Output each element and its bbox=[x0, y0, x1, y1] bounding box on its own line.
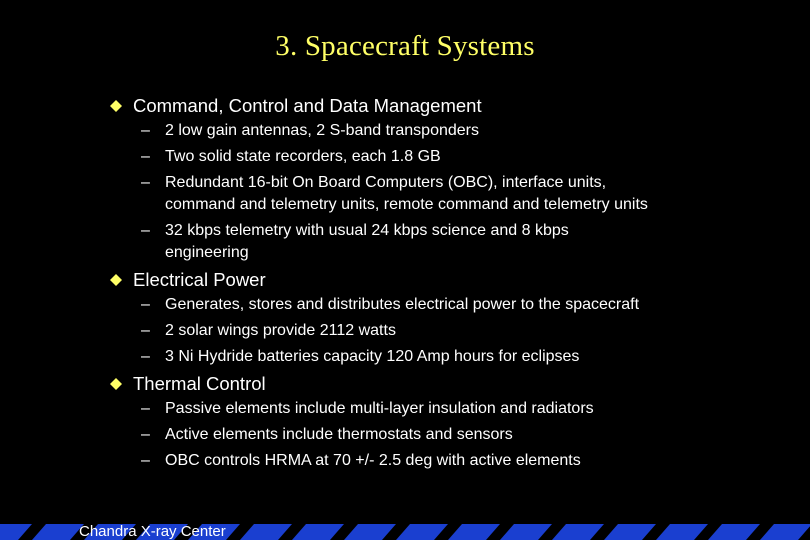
dash-bullet: – bbox=[141, 122, 150, 139]
sub-bullet-text: Generates, stores and distributes electrical power to the spacecraft bbox=[165, 296, 640, 313]
sub-bullet bbox=[108, 450, 798, 472]
dash-bullet: – bbox=[141, 296, 150, 313]
sub-bullet bbox=[108, 220, 798, 264]
sub-bullet bbox=[108, 146, 798, 168]
sub-bullet-text: 32 kbps telemetry with usual 24 kbps science and 8 kbps engineering bbox=[165, 222, 569, 261]
footer-stripe bbox=[396, 524, 448, 540]
dash-bullet: – bbox=[141, 322, 150, 339]
diamond-bullet-icon bbox=[110, 378, 122, 390]
dash-bullet: – bbox=[141, 222, 150, 239]
sub-bullet-text: OBC controls HRMA at 70 +/- 2.5 deg with active elements bbox=[165, 452, 581, 469]
diamond-bullet-icon bbox=[110, 100, 122, 112]
footer-stripe bbox=[656, 524, 708, 540]
section-electrical-power bbox=[108, 268, 798, 368]
footer-stripe bbox=[292, 524, 344, 540]
sub-bullet bbox=[108, 120, 798, 142]
footer-stripe bbox=[500, 524, 552, 540]
footer-banner bbox=[0, 516, 810, 540]
dash-bullet: – bbox=[141, 426, 150, 443]
sub-bullet-list bbox=[108, 398, 798, 472]
section-thermal-control bbox=[108, 372, 798, 472]
footer-stripe bbox=[32, 524, 84, 540]
sub-bullet-list bbox=[108, 120, 798, 264]
sub-bullet-text: 2 low gain antennas, 2 S-band transponders bbox=[165, 122, 479, 139]
sub-bullet-text: Redundant 16-bit On Board Computers (OBC), interface units, command and telemetry units, remote command and telemetry units bbox=[165, 174, 648, 213]
sub-bullet bbox=[108, 320, 798, 342]
footer-stripe bbox=[448, 524, 500, 540]
section-heading bbox=[108, 268, 798, 292]
sub-bullet bbox=[108, 346, 798, 368]
footer-stripe bbox=[552, 524, 604, 540]
section-heading-text: Command, Control and Data Management bbox=[133, 95, 482, 116]
footer-label: Chandra X-ray Center bbox=[79, 523, 226, 540]
dash-bullet: – bbox=[141, 174, 150, 191]
section-heading bbox=[108, 94, 798, 118]
dash-bullet: – bbox=[141, 348, 150, 365]
sub-bullet bbox=[108, 294, 798, 316]
dash-bullet: – bbox=[141, 400, 150, 417]
footer-stripe bbox=[344, 524, 396, 540]
footer-stripe bbox=[240, 524, 292, 540]
dash-bullet: – bbox=[141, 148, 150, 165]
footer-stripe bbox=[708, 524, 760, 540]
footer-stripe bbox=[604, 524, 656, 540]
diamond-bullet-icon bbox=[110, 274, 122, 286]
sub-bullet-list bbox=[108, 294, 798, 368]
slide-title: 3. Spacecraft Systems bbox=[275, 30, 535, 62]
sub-bullet-text: 2 solar wings provide 2112 watts bbox=[165, 322, 396, 339]
footer-stripe bbox=[760, 524, 810, 540]
section-heading-text: Thermal Control bbox=[133, 373, 266, 394]
section-command-control bbox=[108, 94, 798, 264]
sub-bullet bbox=[108, 424, 798, 446]
footer-stripe bbox=[0, 524, 32, 540]
slide-content bbox=[108, 94, 798, 476]
sub-bullet-text: 3 Ni Hydride batteries capacity 120 Amp hours for eclipses bbox=[165, 348, 580, 365]
section-heading-text: Electrical Power bbox=[133, 269, 266, 290]
sub-bullet-text: Active elements include thermostats and sensors bbox=[165, 426, 513, 443]
sub-bullet-text: Two solid state recorders, each 1.8 GB bbox=[165, 148, 441, 165]
sub-bullet bbox=[108, 172, 798, 216]
sub-bullet bbox=[108, 398, 798, 420]
section-heading bbox=[108, 372, 798, 396]
sub-bullet-text: Passive elements include multi-layer insulation and radiators bbox=[165, 400, 594, 417]
dash-bullet: – bbox=[141, 452, 150, 469]
